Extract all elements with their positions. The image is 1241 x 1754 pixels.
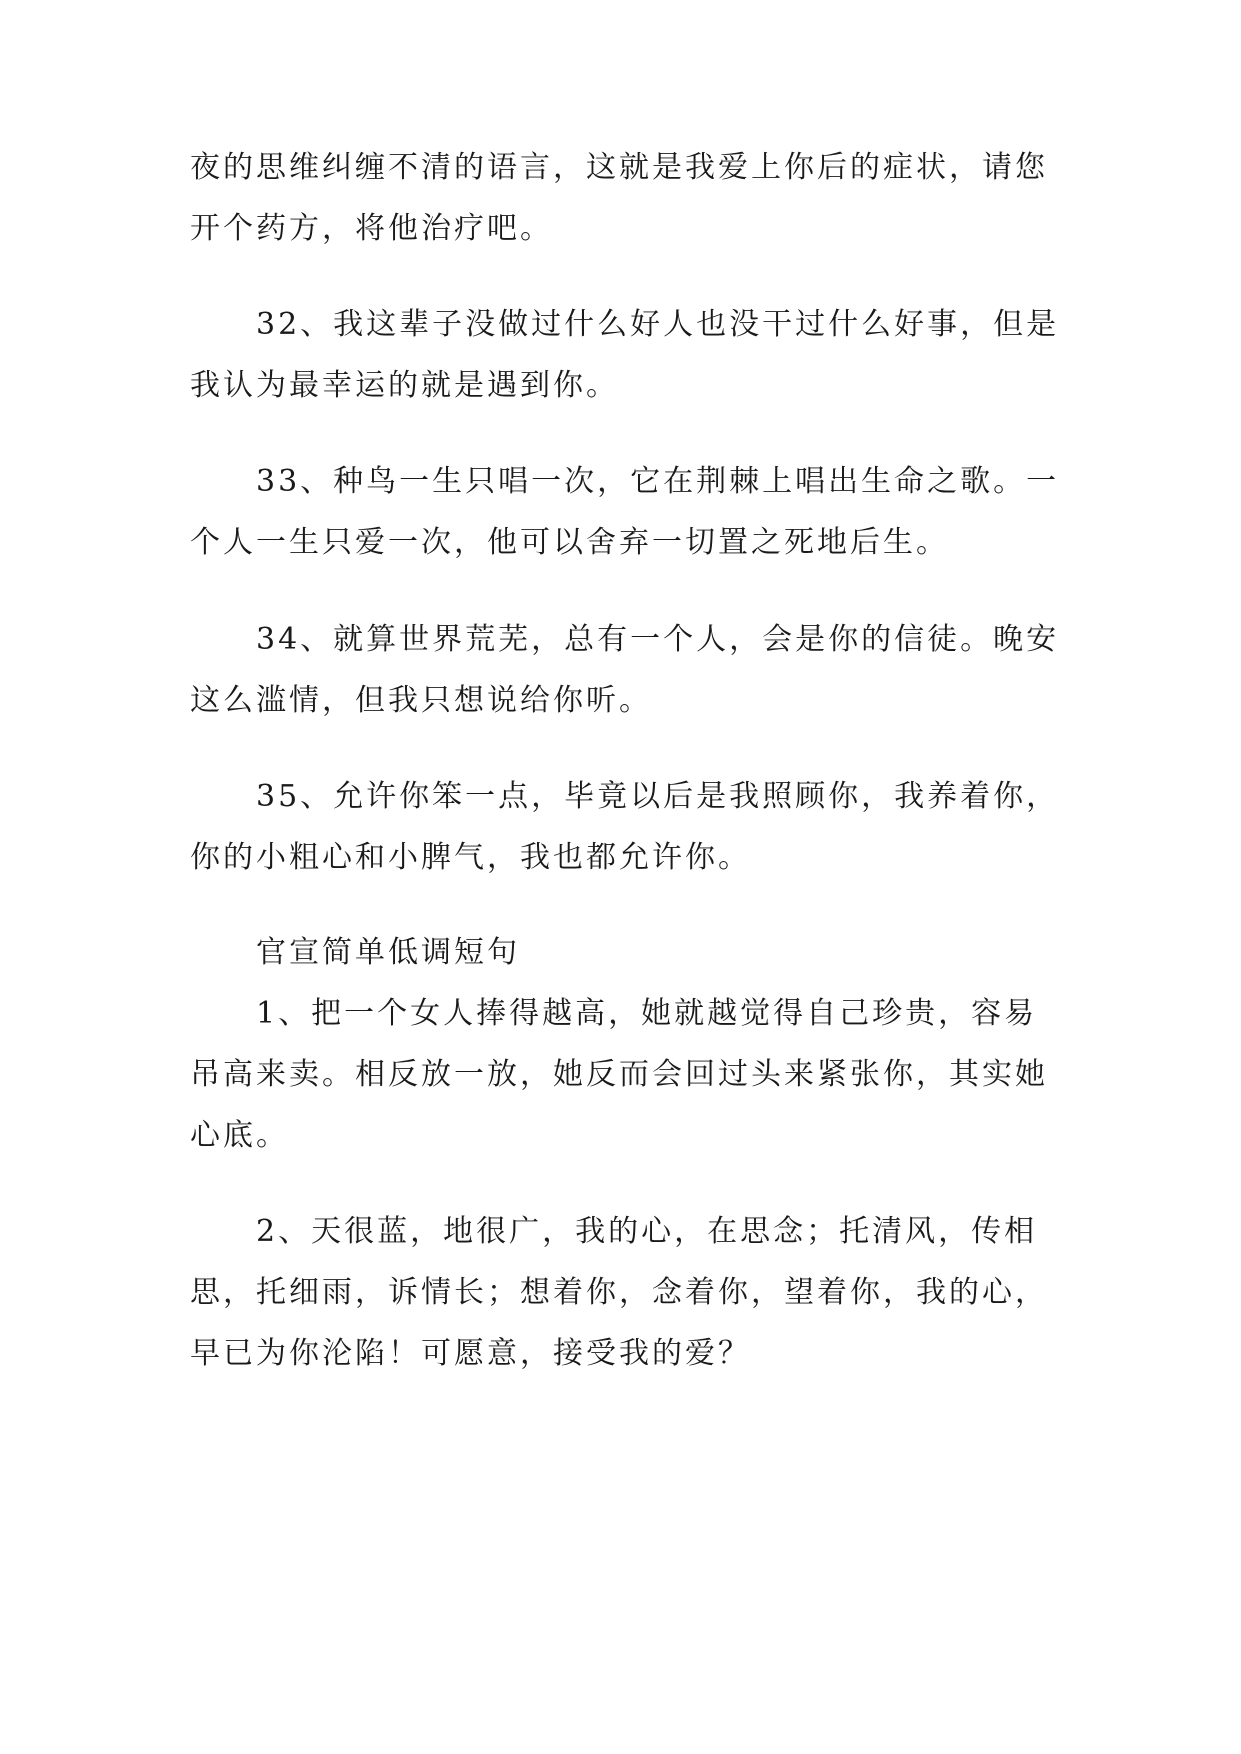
text-line: 心底。 bbox=[190, 1118, 289, 1153]
text-line: 你的小粗心和小脾气，我也都允许你。 bbox=[190, 840, 751, 875]
paragraph-item-2 bbox=[190, 1201, 1070, 1384]
paragraph-31-continued bbox=[190, 137, 1070, 259]
paragraph-item-1 bbox=[190, 983, 1070, 1166]
paragraph-item-33 bbox=[190, 451, 1070, 573]
text-line: 我认为最幸运的就是遇到你。 bbox=[190, 368, 619, 403]
text-line: 1、把一个女人捧得越高，她就越觉得自己珍贵，容易 bbox=[256, 996, 1038, 1031]
text-line: 这么滥情，但我只想说给你听。 bbox=[190, 683, 652, 718]
text-line: 思，托细雨，诉情长；想着你，念着你，望着你，我的心， bbox=[190, 1275, 1048, 1310]
text-line: 35、允许你笨一点，毕竟以后是我照顾你，我养着你， bbox=[256, 779, 1060, 814]
text-line: 32、我这辈子没做过什么好人也没干过什么好事，但是 bbox=[256, 307, 1060, 342]
text-line: 个人一生只爱一次，他可以舍弃一切置之死地后生。 bbox=[190, 525, 949, 560]
text-line: 33、种鸟一生只唱一次，它在荆棘上唱出生命之歌。一 bbox=[256, 464, 1060, 499]
text-line: 2、天很蓝，地很广，我的心，在思念；托清风，传相 bbox=[256, 1214, 1038, 1249]
paragraph-item-35 bbox=[190, 766, 1070, 888]
paragraph-item-32 bbox=[190, 294, 1070, 416]
text-line: 吊高来卖。相反放一放，她反而会回过头来紧张你，其实她 bbox=[190, 1057, 1048, 1092]
text-line: 开个药方，将他治疗吧。 bbox=[190, 211, 553, 246]
text-line: 夜的思维纠缠不清的语言，这就是我爱上你后的症状，请您 bbox=[190, 150, 1048, 185]
paragraph-item-34 bbox=[190, 609, 1070, 731]
text-line: 34、就算世界荒芜，总有一个人，会是你的信徒。晚安 bbox=[256, 622, 1060, 657]
text-line: 早已为你沦陷！可愿意，接受我的爱？ bbox=[190, 1336, 751, 1371]
section-heading bbox=[190, 922, 1070, 983]
heading-text: 官宣简单低调短句 bbox=[256, 935, 520, 970]
